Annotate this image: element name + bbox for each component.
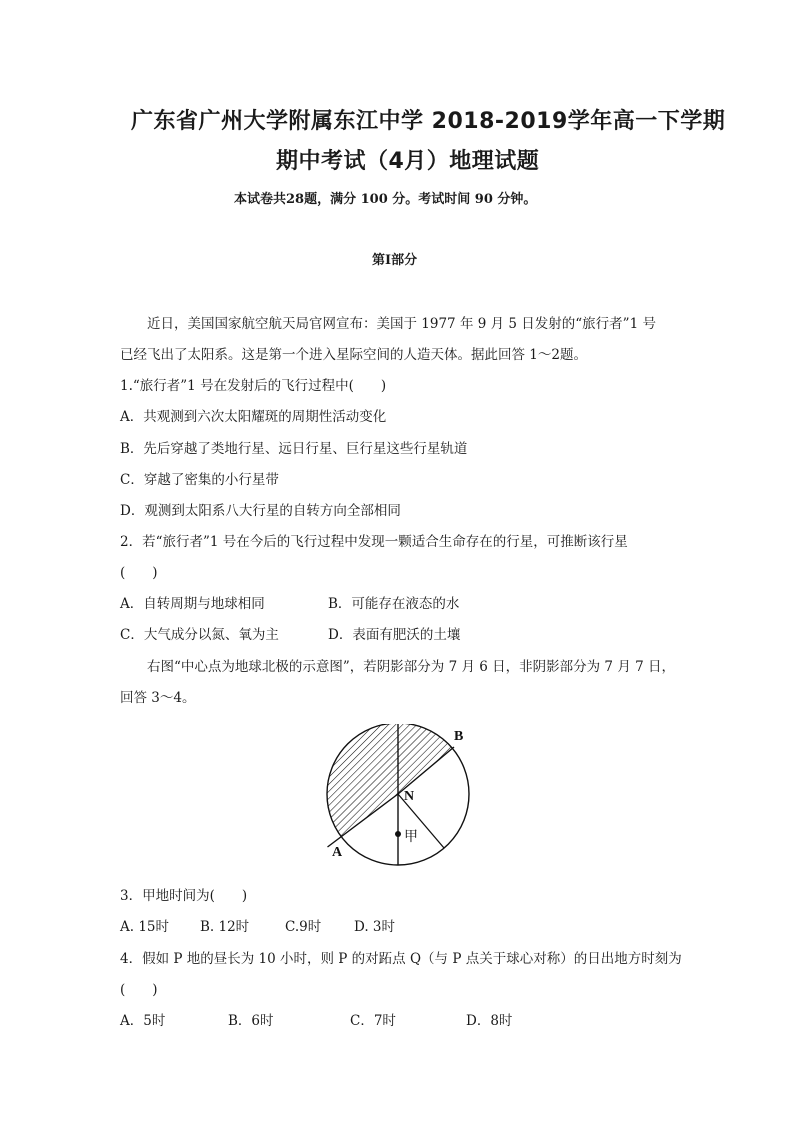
question-3-option-b: B. 12时 (200, 919, 250, 935)
label-a: A (332, 845, 343, 860)
label-n: N (404, 789, 415, 804)
section-title: 第Ⅰ部分 (372, 253, 418, 268)
passage-1-line-1: 近日，美国国家航空航天局官网宣布：美国于 1977 年 9 月 5 日发射的“旅行者”1 号 (147, 316, 656, 332)
question-4-option-d: D．8时 (466, 1013, 513, 1029)
question-3-option-c: C.9时 (285, 919, 322, 935)
question-1-stem: 1.“旅行者”1 号在发射后的飞行过程中( ) (120, 378, 387, 394)
question-4-stem-line-2: ( ) (120, 982, 158, 998)
question-4-option-b: B．6时 (228, 1013, 274, 1029)
question-2-option-d: D．表面有肥沃的土壤 (328, 627, 461, 643)
question-2-option-a: A．自转周期与地球相同 (120, 596, 265, 612)
passage-2-line-1: 右图“中心点为地球北极的示意图”，若阴影部分为 7 月 6 日，非阴影部分为 7 月 7 日， (147, 659, 675, 675)
question-1-option-b: B．先后穿越了类地行星、远日行星、巨行星这些行星轨道 (120, 441, 468, 457)
exam-title-line-1: 广东省广州大学附属东江中学 2018-2019学年高一下学期 (131, 109, 726, 134)
question-3-option-d: D. 3时 (354, 919, 396, 935)
question-1-option-a: A．共观测到六次太阳耀斑的周期性活动变化 (120, 409, 387, 425)
north-pole-diagram (318, 724, 488, 874)
question-2-option-b: B．可能存在液态的水 (328, 596, 460, 612)
label-jia: 甲 (404, 829, 418, 845)
question-1-option-c: C．穿越了密集的小行星带 (120, 472, 279, 488)
exam-title-line-2: 期中考试（4月）地理试题 (276, 149, 540, 174)
question-4-option-a: A．5时 (120, 1013, 166, 1029)
question-2-stem-line-1: 2．若“旅行者”1 号在今后的飞行过程中发现一颗适合生命存在的行星，可推断该行星 (120, 534, 628, 550)
question-3-option-a: A. 15时 (120, 919, 170, 935)
passage-1-line-2: 已经飞出了太阳系。这是第一个进入星际空间的人造天体。据此回答 1～2题。 (120, 347, 587, 363)
question-2-option-c: C．大气成分以氮、氧为主 (120, 627, 279, 643)
question-1-option-d: D．观测到太阳系八大行星的自转方向全部相同 (120, 503, 401, 519)
exam-info: 本试卷共28题，满分 100 分。考试时间 90 分钟。 (234, 192, 537, 207)
question-4-option-c: C．7时 (350, 1013, 396, 1029)
label-b: B (454, 729, 464, 744)
question-4-stem-line-1: 4．假如 P 地的昼长为 10 小时，则 P 的对跖点 Q（与 P 点关于球心对称）的日出地方时刻为 (120, 951, 682, 967)
passage-2-line-2: 回答 3～4。 (120, 690, 196, 706)
question-3-stem: 3．甲地时间为( ) (120, 888, 248, 904)
question-2-stem-line-2: ( ) (120, 565, 158, 581)
point-jia (395, 831, 401, 837)
shaded-sector (318, 724, 454, 847)
